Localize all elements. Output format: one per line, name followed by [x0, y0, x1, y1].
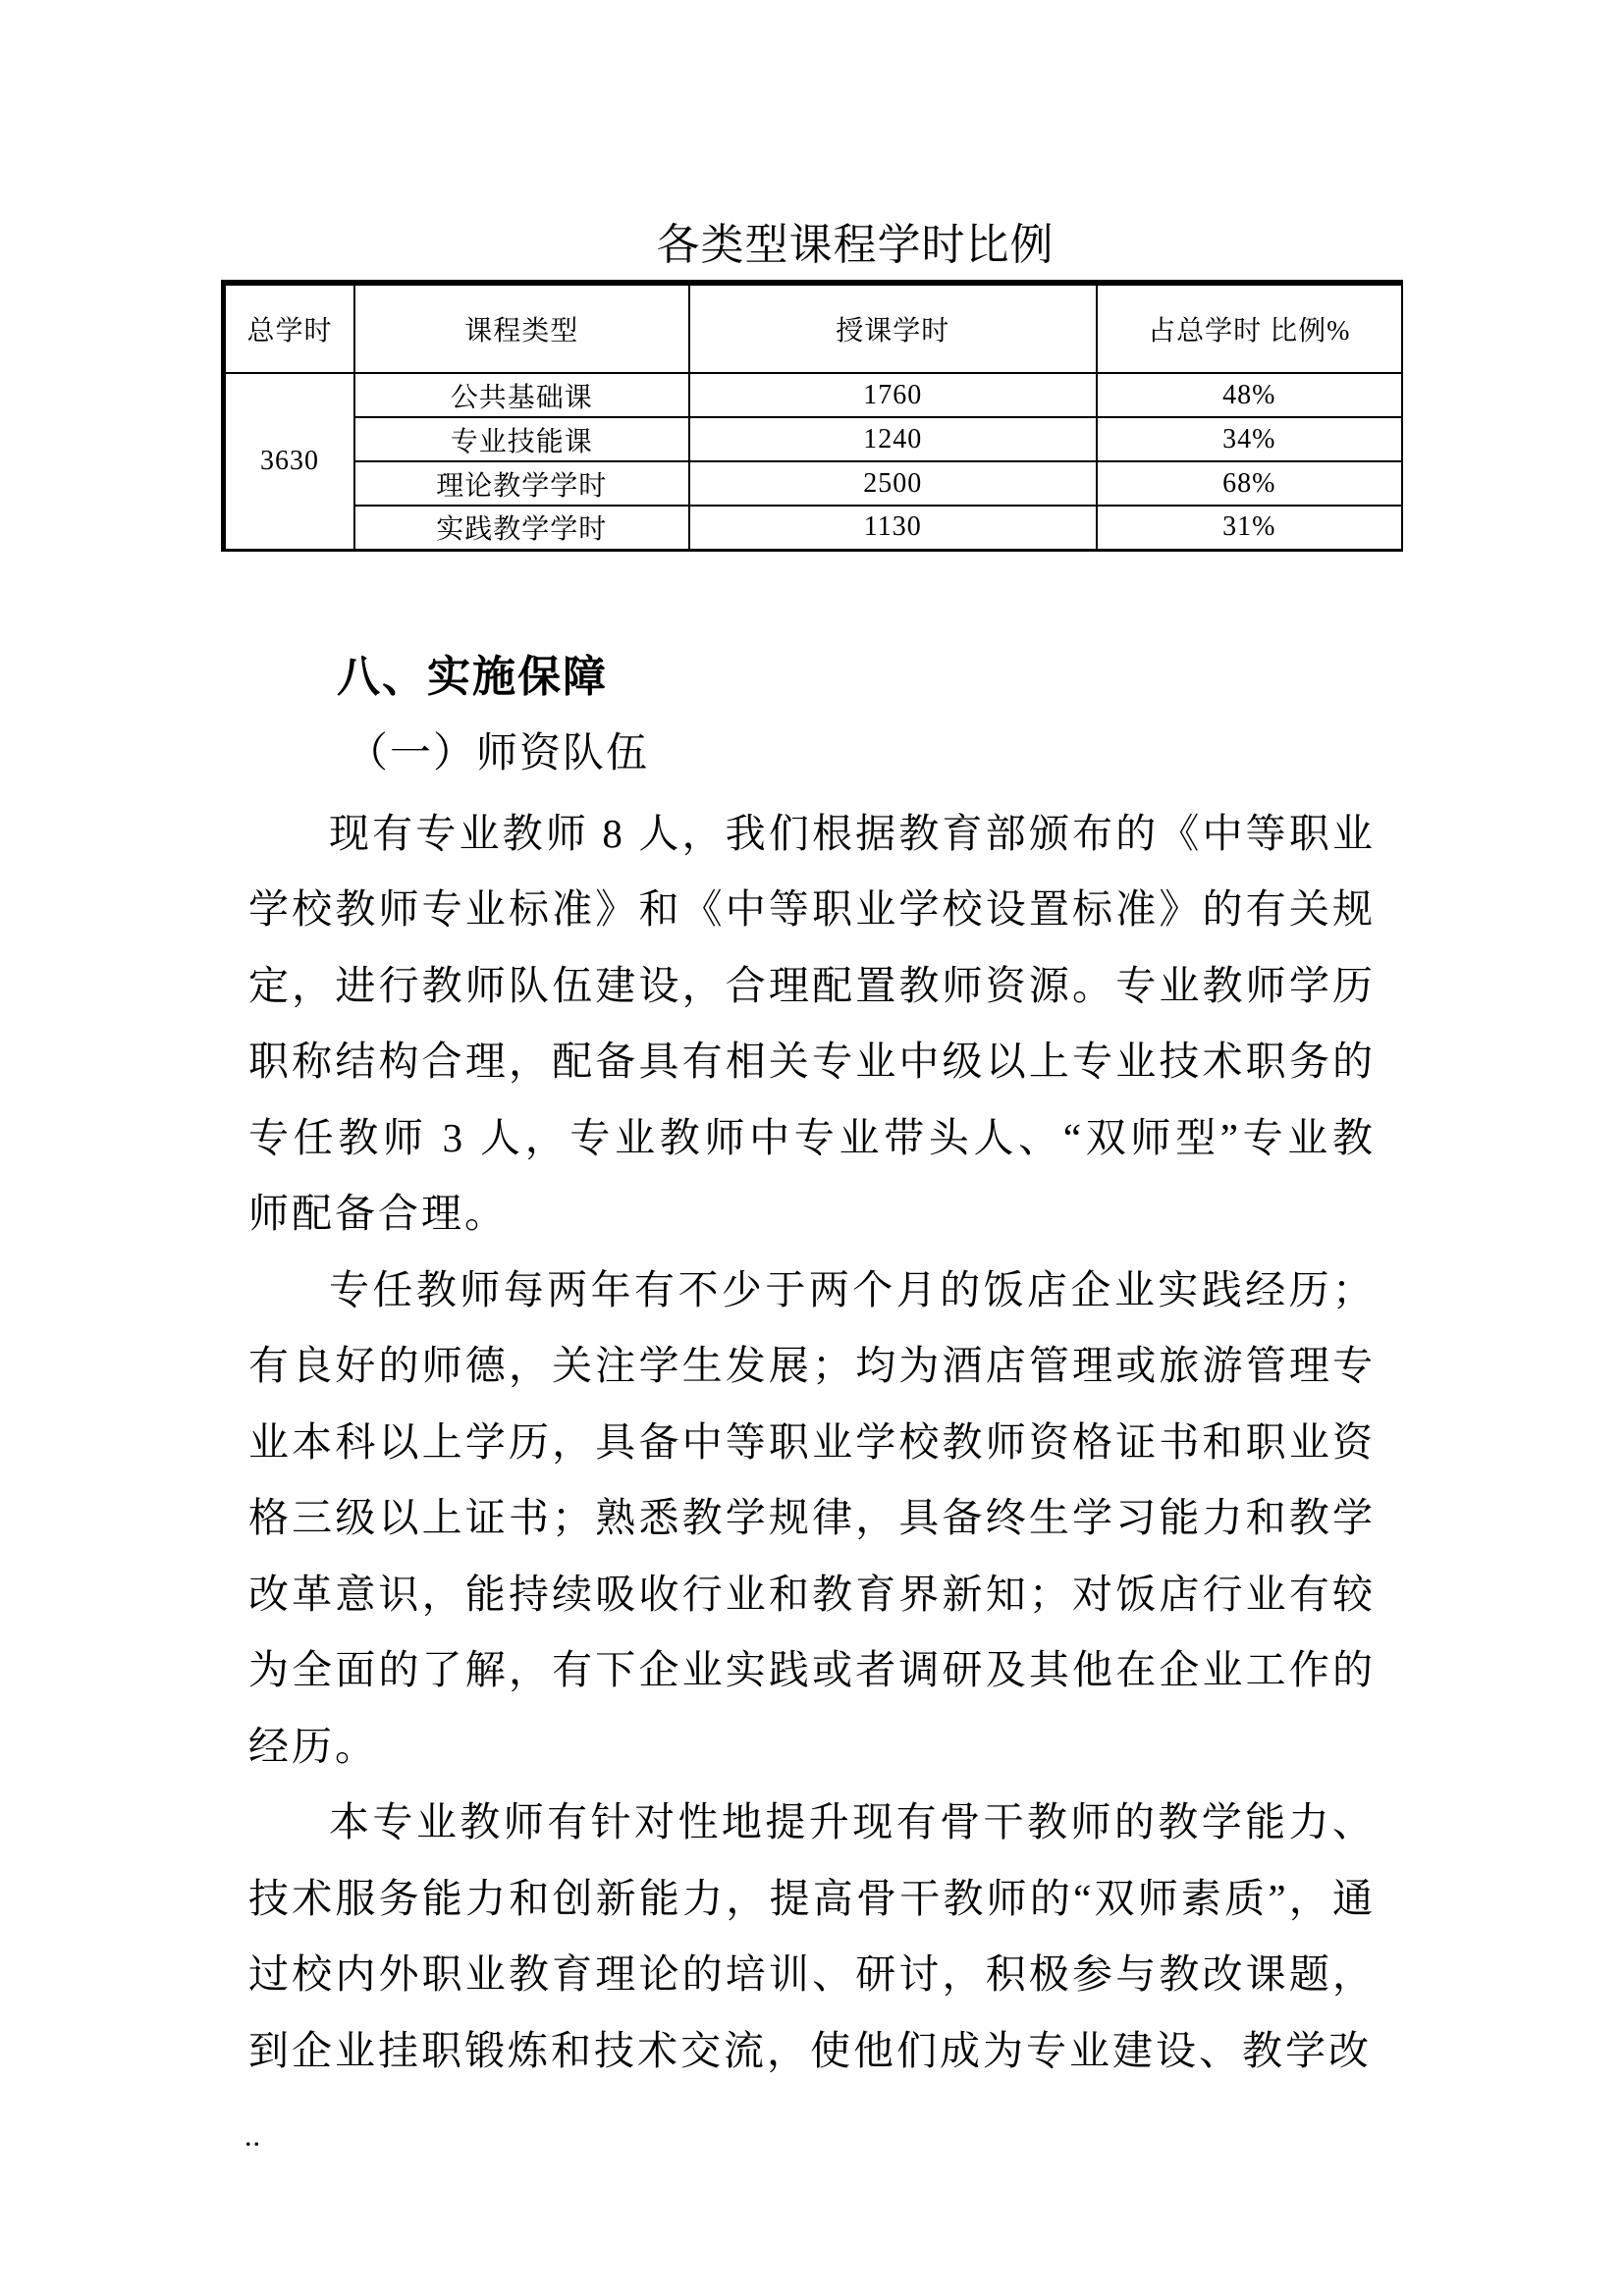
sub-heading: （一）师资队伍 [347, 730, 650, 776]
course-hours-table [221, 280, 1403, 552]
percent-cell: 31% [1097, 506, 1402, 550]
table-header-row [224, 283, 1402, 373]
header-total-hours: 总学时 [224, 283, 354, 373]
hours-cell: 1240 [689, 417, 1097, 461]
total-hours-cell: 3630 [224, 373, 354, 550]
course-type-cell: 理论教学学时 [354, 461, 689, 506]
percent-cell: 48% [1097, 373, 1402, 417]
table-row [224, 417, 1402, 461]
course-type-cell: 实践教学学时 [354, 506, 689, 550]
section-heading: 八、实施保障 [337, 652, 608, 701]
hours-cell: 1760 [689, 373, 1097, 417]
document-body [248, 650, 1376, 2090]
header-percentage: 占总学时 比例% [1097, 283, 1402, 373]
paragraph: 本专业教师有针对性地提升现有骨干教师的教学能力、技术服务能力和创新能力，提高骨干教师的“双师素质”，通过校内外职业教育理论的培训、研讨，积极参与教改课题，到企业挂职锻炼和技术交流，使他们成为专业建设、教学改 [248, 1799, 1376, 2073]
percent-cell: 34% [1097, 417, 1402, 461]
header-course-type: 课程类型 [354, 283, 689, 373]
table-row [224, 506, 1402, 550]
paragraph: 现有专业教师 8 人，我们根据教育部颁布的《中等职业学校教师专业标准》和《中等职业学校设置标准》的有关规定，进行教师队伍建设，合理配置教师资源。专业教师学历职称结构合理，配备具有相关专业中级以上专业技术职务的专任教师 3 人，专业教师中专业带头人、“双师型”专业教师配备合理。 [248, 810, 1376, 1236]
table-row [224, 373, 1402, 417]
table-title: 各类型课程学时比例 [656, 221, 1055, 269]
course-type-cell: 公共基础课 [354, 373, 689, 417]
hours-cell: 2500 [689, 461, 1097, 506]
paragraph: 专任教师每两年有不少于两个月的饭店企业实践经历；有良好的师德，关注学生发展；均为酒店管理或旅游管理专业本科以上学历，具备中等职业学校教师资格证书和职业资格三级以上证书；熟悉教学规律，具备终生学习能力和教学改革意识，能持续吸收行业和教育界新知；对饭店行业有较为全面的了解，有下企业实践或者调研及其他在企业工作的经历。 [248, 1266, 1376, 1769]
header-teach-hours: 授课学时 [689, 283, 1097, 373]
table-row [224, 461, 1402, 506]
paragraph-block [248, 796, 1376, 2090]
hours-cell: 1130 [689, 506, 1097, 550]
course-type-cell: 专业技能课 [354, 417, 689, 461]
percent-cell: 68% [1097, 461, 1402, 506]
footer-mark: .. [245, 2126, 262, 2151]
